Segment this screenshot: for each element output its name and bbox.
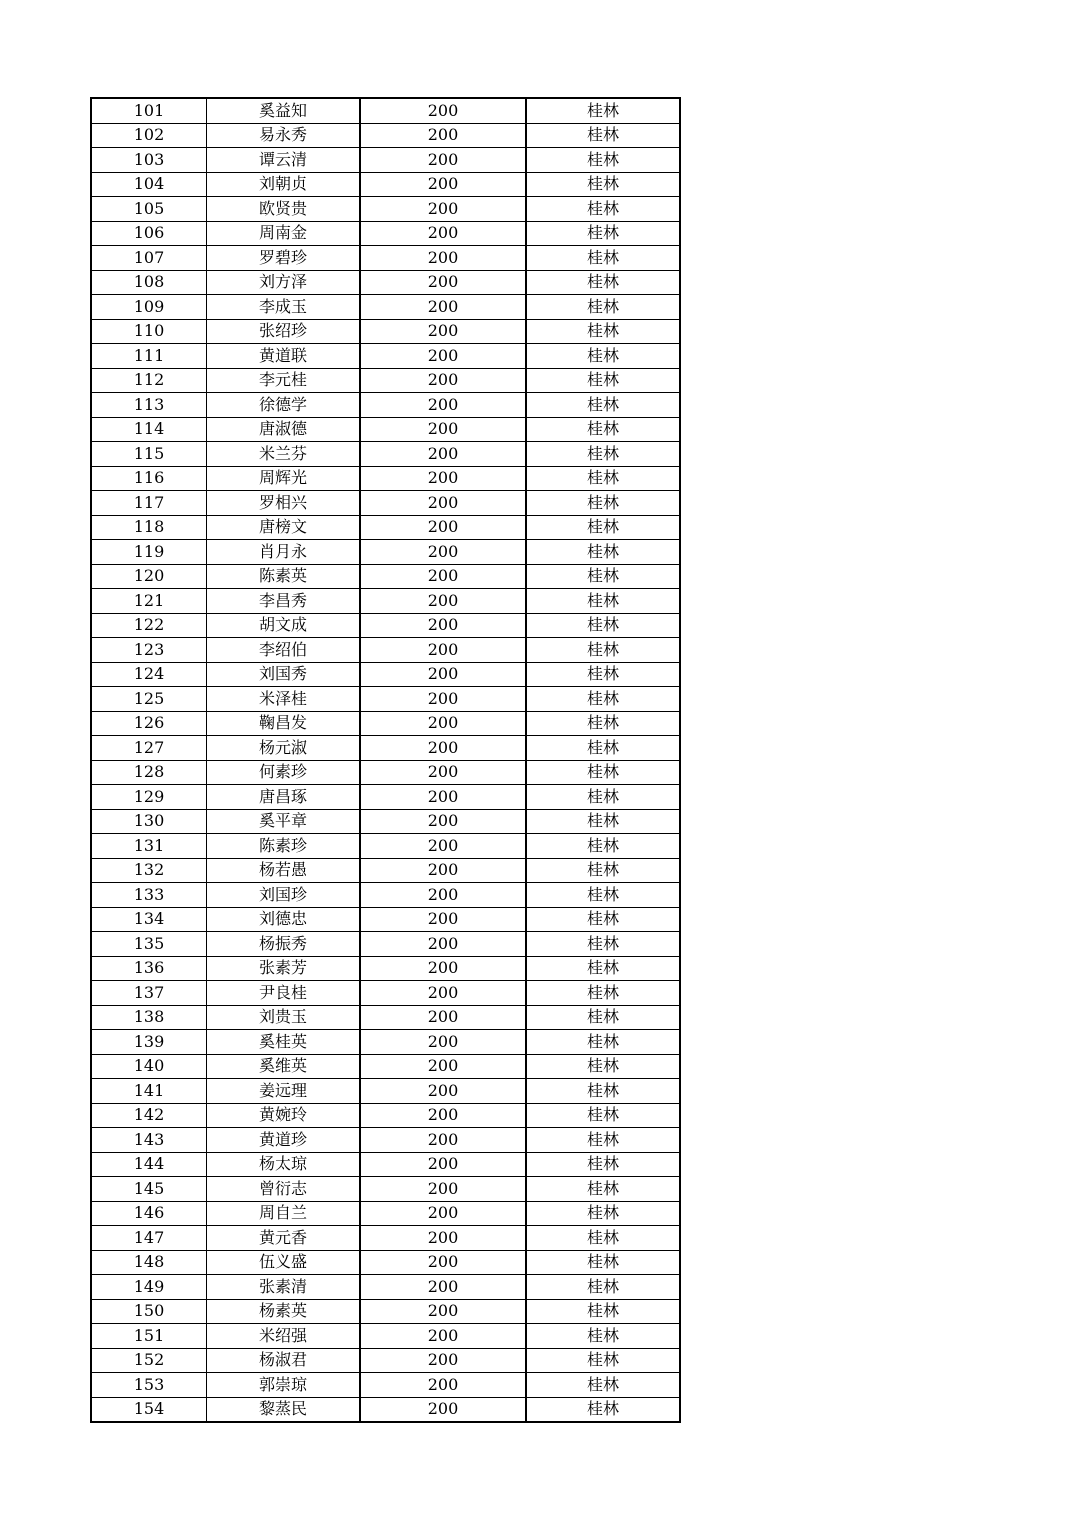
area-cell: 桂林	[526, 589, 680, 614]
area-cell: 桂林	[526, 417, 680, 442]
name-cell: 罗相兴	[207, 491, 361, 516]
area-cell: 桂林	[526, 540, 680, 565]
table-row	[91, 858, 680, 883]
row-number-cell: 123	[91, 638, 207, 663]
name-cell: 杨若愚	[207, 858, 361, 883]
name-cell: 黎蒸民	[207, 1397, 361, 1422]
table-row	[91, 834, 680, 859]
name-cell: 李元桂	[207, 368, 361, 393]
area-cell: 桂林	[526, 1250, 680, 1275]
name-cell: 李昌秀	[207, 589, 361, 614]
name-cell: 杨淑君	[207, 1348, 361, 1373]
row-number-cell: 137	[91, 981, 207, 1006]
area-cell: 桂林	[526, 662, 680, 687]
table-row	[91, 1299, 680, 1324]
amount-cell: 200	[360, 417, 526, 442]
amount-cell: 200	[360, 319, 526, 344]
name-cell: 杨太琼	[207, 1152, 361, 1177]
row-number-cell: 144	[91, 1152, 207, 1177]
amount-cell: 200	[360, 1005, 526, 1030]
table-row	[91, 540, 680, 565]
table-row	[91, 638, 680, 663]
roster-table-body	[91, 98, 680, 1422]
row-number-cell: 107	[91, 246, 207, 271]
name-cell: 米兰芬	[207, 442, 361, 467]
area-cell: 桂林	[526, 711, 680, 736]
row-number-cell: 113	[91, 393, 207, 418]
table-row	[91, 393, 680, 418]
name-cell: 张素芳	[207, 956, 361, 981]
row-number-cell: 126	[91, 711, 207, 736]
name-cell: 米绍强	[207, 1324, 361, 1349]
area-cell: 桂林	[526, 809, 680, 834]
amount-cell: 200	[360, 1324, 526, 1349]
table-row	[91, 1275, 680, 1300]
name-cell: 陈素珍	[207, 834, 361, 859]
table-row	[91, 295, 680, 320]
amount-cell: 200	[360, 809, 526, 834]
row-number-cell: 154	[91, 1397, 207, 1422]
table-row	[91, 221, 680, 246]
name-cell: 刘国珍	[207, 883, 361, 908]
amount-cell: 200	[360, 344, 526, 369]
area-cell: 桂林	[526, 858, 680, 883]
amount-cell: 200	[360, 1275, 526, 1300]
area-cell: 桂林	[526, 491, 680, 516]
amount-cell: 200	[360, 1054, 526, 1079]
row-number-cell: 139	[91, 1030, 207, 1055]
area-cell: 桂林	[526, 393, 680, 418]
amount-cell: 200	[360, 736, 526, 761]
name-cell: 张绍珍	[207, 319, 361, 344]
name-cell: 奚益知	[207, 98, 361, 123]
area-cell: 桂林	[526, 785, 680, 810]
row-number-cell: 147	[91, 1226, 207, 1251]
table-row	[91, 1079, 680, 1104]
table-row	[91, 197, 680, 222]
table-row	[91, 1348, 680, 1373]
name-cell: 李成玉	[207, 295, 361, 320]
name-cell: 黄道珍	[207, 1128, 361, 1153]
row-number-cell: 105	[91, 197, 207, 222]
area-cell: 桂林	[526, 1152, 680, 1177]
area-cell: 桂林	[526, 246, 680, 271]
row-number-cell: 110	[91, 319, 207, 344]
name-cell: 刘国秀	[207, 662, 361, 687]
row-number-cell: 101	[91, 98, 207, 123]
table-row	[91, 1030, 680, 1055]
name-cell: 刘朝贞	[207, 172, 361, 197]
area-cell: 桂林	[526, 295, 680, 320]
name-cell: 奚平章	[207, 809, 361, 834]
name-cell: 张素清	[207, 1275, 361, 1300]
area-cell: 桂林	[526, 368, 680, 393]
area-cell: 桂林	[526, 319, 680, 344]
row-number-cell: 153	[91, 1373, 207, 1398]
row-number-cell: 129	[91, 785, 207, 810]
table-row	[91, 687, 680, 712]
amount-cell: 200	[360, 1201, 526, 1226]
area-cell: 桂林	[526, 736, 680, 761]
row-number-cell: 111	[91, 344, 207, 369]
amount-cell: 200	[360, 442, 526, 467]
area-cell: 桂林	[526, 883, 680, 908]
table-row	[91, 956, 680, 981]
name-cell: 曾衍志	[207, 1177, 361, 1202]
row-number-cell: 136	[91, 956, 207, 981]
table-row	[91, 932, 680, 957]
roster-table	[90, 97, 681, 1423]
area-cell: 桂林	[526, 613, 680, 638]
row-number-cell: 109	[91, 295, 207, 320]
table-row	[91, 1201, 680, 1226]
name-cell: 周自兰	[207, 1201, 361, 1226]
row-number-cell: 106	[91, 221, 207, 246]
name-cell: 谭云清	[207, 148, 361, 173]
row-number-cell: 117	[91, 491, 207, 516]
table-row	[91, 711, 680, 736]
amount-cell: 200	[360, 981, 526, 1006]
area-cell: 桂林	[526, 956, 680, 981]
row-number-cell: 125	[91, 687, 207, 712]
amount-cell: 200	[360, 540, 526, 565]
amount-cell: 200	[360, 1177, 526, 1202]
table-row	[91, 491, 680, 516]
amount-cell: 200	[360, 662, 526, 687]
row-number-cell: 133	[91, 883, 207, 908]
area-cell: 桂林	[526, 466, 680, 491]
area-cell: 桂林	[526, 172, 680, 197]
table-row	[91, 515, 680, 540]
row-number-cell: 148	[91, 1250, 207, 1275]
amount-cell: 200	[360, 123, 526, 148]
row-number-cell: 146	[91, 1201, 207, 1226]
area-cell: 桂林	[526, 1324, 680, 1349]
name-cell: 黄道联	[207, 344, 361, 369]
name-cell: 李绍伯	[207, 638, 361, 663]
area-cell: 桂林	[526, 907, 680, 932]
amount-cell: 200	[360, 1226, 526, 1251]
table-row	[91, 148, 680, 173]
row-number-cell: 143	[91, 1128, 207, 1153]
row-number-cell: 121	[91, 589, 207, 614]
row-number-cell: 118	[91, 515, 207, 540]
amount-cell: 200	[360, 589, 526, 614]
table-row	[91, 368, 680, 393]
row-number-cell: 138	[91, 1005, 207, 1030]
amount-cell: 200	[360, 638, 526, 663]
amount-cell: 200	[360, 760, 526, 785]
name-cell: 奚维英	[207, 1054, 361, 1079]
amount-cell: 200	[360, 1299, 526, 1324]
area-cell: 桂林	[526, 932, 680, 957]
area-cell: 桂林	[526, 344, 680, 369]
row-number-cell: 135	[91, 932, 207, 957]
table-row	[91, 1373, 680, 1398]
area-cell: 桂林	[526, 442, 680, 467]
amount-cell: 200	[360, 1250, 526, 1275]
name-cell: 尹良桂	[207, 981, 361, 1006]
amount-cell: 200	[360, 1397, 526, 1422]
table-row	[91, 1397, 680, 1422]
row-number-cell: 151	[91, 1324, 207, 1349]
row-number-cell: 119	[91, 540, 207, 565]
row-number-cell: 114	[91, 417, 207, 442]
amount-cell: 200	[360, 1103, 526, 1128]
area-cell: 桂林	[526, 98, 680, 123]
name-cell: 鞠昌发	[207, 711, 361, 736]
amount-cell: 200	[360, 172, 526, 197]
amount-cell: 200	[360, 368, 526, 393]
table-row	[91, 564, 680, 589]
area-cell: 桂林	[526, 1177, 680, 1202]
row-number-cell: 116	[91, 466, 207, 491]
amount-cell: 200	[360, 1079, 526, 1104]
amount-cell: 200	[360, 687, 526, 712]
row-number-cell: 122	[91, 613, 207, 638]
name-cell: 姜远理	[207, 1079, 361, 1104]
area-cell: 桂林	[526, 1275, 680, 1300]
name-cell: 唐淑德	[207, 417, 361, 442]
area-cell: 桂林	[526, 515, 680, 540]
row-number-cell: 149	[91, 1275, 207, 1300]
row-number-cell: 124	[91, 662, 207, 687]
table-row	[91, 883, 680, 908]
table-row	[91, 319, 680, 344]
amount-cell: 200	[360, 491, 526, 516]
name-cell: 易永秀	[207, 123, 361, 148]
amount-cell: 200	[360, 564, 526, 589]
table-row	[91, 417, 680, 442]
table-row	[91, 246, 680, 271]
table-row	[91, 1324, 680, 1349]
area-cell: 桂林	[526, 221, 680, 246]
name-cell: 罗碧珍	[207, 246, 361, 271]
area-cell: 桂林	[526, 1373, 680, 1398]
name-cell: 周南金	[207, 221, 361, 246]
area-cell: 桂林	[526, 1030, 680, 1055]
row-number-cell: 108	[91, 270, 207, 295]
row-number-cell: 115	[91, 442, 207, 467]
area-cell: 桂林	[526, 1299, 680, 1324]
table-row	[91, 270, 680, 295]
name-cell: 杨元淑	[207, 736, 361, 761]
amount-cell: 200	[360, 98, 526, 123]
table-row	[91, 344, 680, 369]
table-row	[91, 1054, 680, 1079]
amount-cell: 200	[360, 613, 526, 638]
row-number-cell: 112	[91, 368, 207, 393]
area-cell: 桂林	[526, 981, 680, 1006]
amount-cell: 200	[360, 956, 526, 981]
table-row	[91, 98, 680, 123]
area-cell: 桂林	[526, 1397, 680, 1422]
table-row	[91, 613, 680, 638]
row-number-cell: 103	[91, 148, 207, 173]
row-number-cell: 130	[91, 809, 207, 834]
table-row	[91, 1103, 680, 1128]
table-row	[91, 736, 680, 761]
area-cell: 桂林	[526, 1005, 680, 1030]
area-cell: 桂林	[526, 197, 680, 222]
name-cell: 杨振秀	[207, 932, 361, 957]
table-row	[91, 785, 680, 810]
name-cell: 唐昌琢	[207, 785, 361, 810]
amount-cell: 200	[360, 295, 526, 320]
row-number-cell: 104	[91, 172, 207, 197]
table-row	[91, 809, 680, 834]
amount-cell: 200	[360, 1030, 526, 1055]
name-cell: 欧贤贵	[207, 197, 361, 222]
amount-cell: 200	[360, 883, 526, 908]
area-cell: 桂林	[526, 687, 680, 712]
table-row	[91, 1177, 680, 1202]
amount-cell: 200	[360, 1152, 526, 1177]
name-cell: 胡文成	[207, 613, 361, 638]
row-number-cell: 150	[91, 1299, 207, 1324]
table-row	[91, 589, 680, 614]
row-number-cell: 128	[91, 760, 207, 785]
row-number-cell: 142	[91, 1103, 207, 1128]
name-cell: 周辉光	[207, 466, 361, 491]
area-cell: 桂林	[526, 638, 680, 663]
amount-cell: 200	[360, 785, 526, 810]
amount-cell: 200	[360, 270, 526, 295]
name-cell: 刘德忠	[207, 907, 361, 932]
table-row	[91, 442, 680, 467]
name-cell: 米泽桂	[207, 687, 361, 712]
area-cell: 桂林	[526, 1201, 680, 1226]
row-number-cell: 141	[91, 1079, 207, 1104]
row-number-cell: 132	[91, 858, 207, 883]
area-cell: 桂林	[526, 148, 680, 173]
amount-cell: 200	[360, 148, 526, 173]
amount-cell: 200	[360, 1373, 526, 1398]
row-number-cell: 140	[91, 1054, 207, 1079]
name-cell: 陈素英	[207, 564, 361, 589]
name-cell: 徐德学	[207, 393, 361, 418]
amount-cell: 200	[360, 515, 526, 540]
amount-cell: 200	[360, 932, 526, 957]
amount-cell: 200	[360, 1348, 526, 1373]
table-row	[91, 172, 680, 197]
row-number-cell: 120	[91, 564, 207, 589]
area-cell: 桂林	[526, 123, 680, 148]
area-cell: 桂林	[526, 1226, 680, 1251]
amount-cell: 200	[360, 197, 526, 222]
amount-cell: 200	[360, 246, 526, 271]
amount-cell: 200	[360, 858, 526, 883]
amount-cell: 200	[360, 393, 526, 418]
area-cell: 桂林	[526, 834, 680, 859]
table-row	[91, 1128, 680, 1153]
area-cell: 桂林	[526, 1348, 680, 1373]
amount-cell: 200	[360, 221, 526, 246]
row-number-cell: 152	[91, 1348, 207, 1373]
area-cell: 桂林	[526, 564, 680, 589]
area-cell: 桂林	[526, 760, 680, 785]
table-row	[91, 1152, 680, 1177]
table-row	[91, 466, 680, 491]
row-number-cell: 102	[91, 123, 207, 148]
table-row	[91, 1250, 680, 1275]
name-cell: 黄婉玲	[207, 1103, 361, 1128]
row-number-cell: 145	[91, 1177, 207, 1202]
amount-cell: 200	[360, 834, 526, 859]
name-cell: 奚桂英	[207, 1030, 361, 1055]
name-cell: 肖月永	[207, 540, 361, 565]
amount-cell: 200	[360, 1128, 526, 1153]
amount-cell: 200	[360, 907, 526, 932]
table-row	[91, 760, 680, 785]
amount-cell: 200	[360, 466, 526, 491]
table-row	[91, 981, 680, 1006]
table-row	[91, 1005, 680, 1030]
name-cell: 伍义盛	[207, 1250, 361, 1275]
name-cell: 郭崇琼	[207, 1373, 361, 1398]
name-cell: 刘方泽	[207, 270, 361, 295]
name-cell: 黄元香	[207, 1226, 361, 1251]
name-cell: 刘贵玉	[207, 1005, 361, 1030]
area-cell: 桂林	[526, 1054, 680, 1079]
name-cell: 杨素英	[207, 1299, 361, 1324]
area-cell: 桂林	[526, 270, 680, 295]
table-row	[91, 1226, 680, 1251]
area-cell: 桂林	[526, 1128, 680, 1153]
area-cell: 桂林	[526, 1103, 680, 1128]
name-cell: 何素珍	[207, 760, 361, 785]
area-cell: 桂林	[526, 1079, 680, 1104]
row-number-cell: 127	[91, 736, 207, 761]
table-row	[91, 907, 680, 932]
row-number-cell: 134	[91, 907, 207, 932]
row-number-cell: 131	[91, 834, 207, 859]
amount-cell: 200	[360, 711, 526, 736]
table-row	[91, 662, 680, 687]
table-row	[91, 123, 680, 148]
name-cell: 唐榜文	[207, 515, 361, 540]
